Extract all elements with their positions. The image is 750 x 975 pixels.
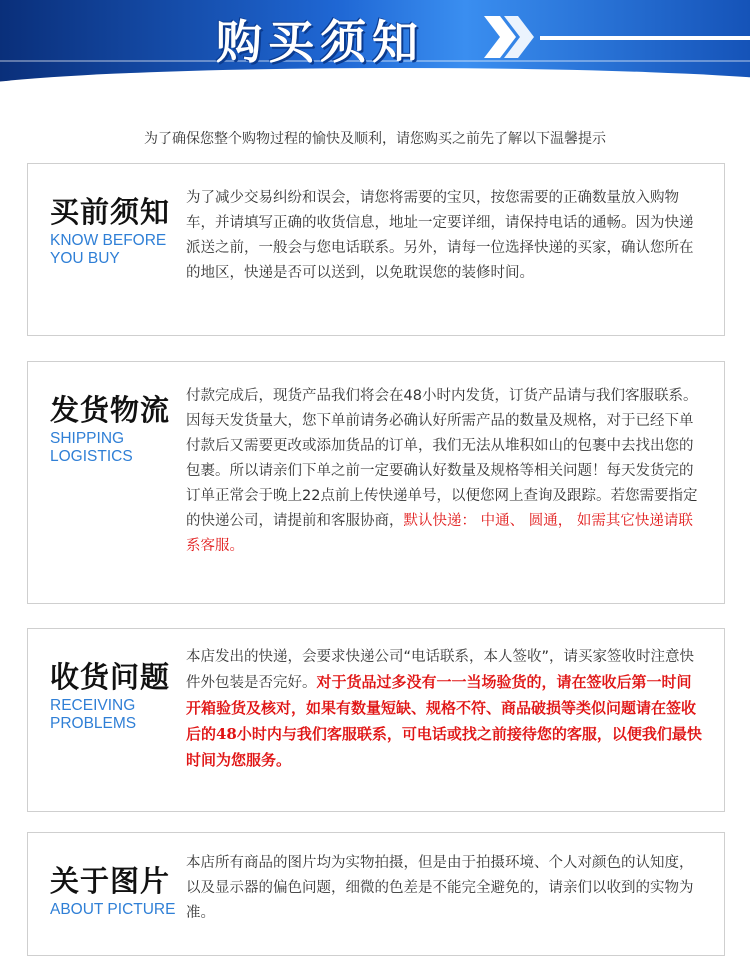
section-title: 关于图片 <box>50 864 171 898</box>
section-subtitle-en: KNOW BEFORE YOU BUY <box>50 232 167 267</box>
section-body <box>186 186 706 286</box>
section-title: 发货物流 <box>50 393 171 427</box>
section-body <box>186 384 706 559</box>
header-banner <box>0 0 750 90</box>
section-subtitle-en: ABOUT PICTURE <box>50 901 176 918</box>
section-body <box>186 645 706 774</box>
section-body-text: 付款完成后，现货产品我们将会在48小时内发货，订货产品请与我们客服联系。因每天发货量大，您下单前请务必确认好所需产品的数量及规格，对于已经下单付款后又需要更改或添加货品的订单，我们无法从堆积如山的包裹中去找出您的包裹。所以请亲们下单之前一定要确认好数量及规格等相关问题！每天发货完的订单正常会于晚上22点前上传快递单号，以便您网上查询及跟踪。若您需要指定的快递公司，请提前和客服协商， <box>186 388 698 529</box>
banner-title: 购买须知 <box>216 15 424 69</box>
section-body-text: 本店所有商品的图片均为实物拍摄，但是由于拍摄环境、个人对颜色的认知度，以及显示器的偏色问题，细微的色差是不能完全避免的，请亲们以收到的实物为准。 <box>186 855 694 921</box>
section-body <box>186 851 706 926</box>
section-title: 收货问题 <box>50 660 171 694</box>
double-chevron-right-icon <box>480 12 540 62</box>
section-title: 买前须知 <box>50 195 171 229</box>
section-body-text: 本店发出的快递，会要求快递公司“电话联系，本人签收”，请买家签收时注意快件外包装是否完好。 <box>186 649 695 691</box>
default-courier-notice: 默认快递： 中通、 圆通， 如需其它快递请联系客服。 <box>186 513 693 554</box>
section-receiving-problems <box>27 628 725 812</box>
section-subtitle-en: SHIPPING LOGISTICS <box>50 430 133 465</box>
section-know-before-you-buy <box>27 163 725 336</box>
section-about-picture <box>27 832 725 956</box>
section-body-text: 为了减少交易纠纷和误会，请您将需要的宝贝，按您需要的正确数量放入购物车，并请填写正确的收货信息，地址一定要详细，请保持电话的通畅。因为快递派送之前，一般会与您电话联系。另外，请每一位选择快递的买家，确认您所在的地区，快递是否可以送到，以免耽误您的装修时间。 <box>186 190 694 281</box>
section-shipping-logistics <box>27 361 725 604</box>
intro-text: 为了确保您整个购物过程的愉快及顺利，请您购买之前先了解以下温馨提示 <box>144 131 606 147</box>
section-subtitle-en: RECEIVING PROBLEMS <box>50 697 137 732</box>
inspection-notice: 对于货品过多没有一一当场验货的，请在签收后第一时间开箱验货及核对，如果有数量短缺、规格不符、商品破损等类似问题请在签收后的48小时内与我们客服联系，可电话或找之前接待您的客服，以便我们最快时间为您服务。 <box>186 673 702 769</box>
banner-line <box>540 36 750 40</box>
